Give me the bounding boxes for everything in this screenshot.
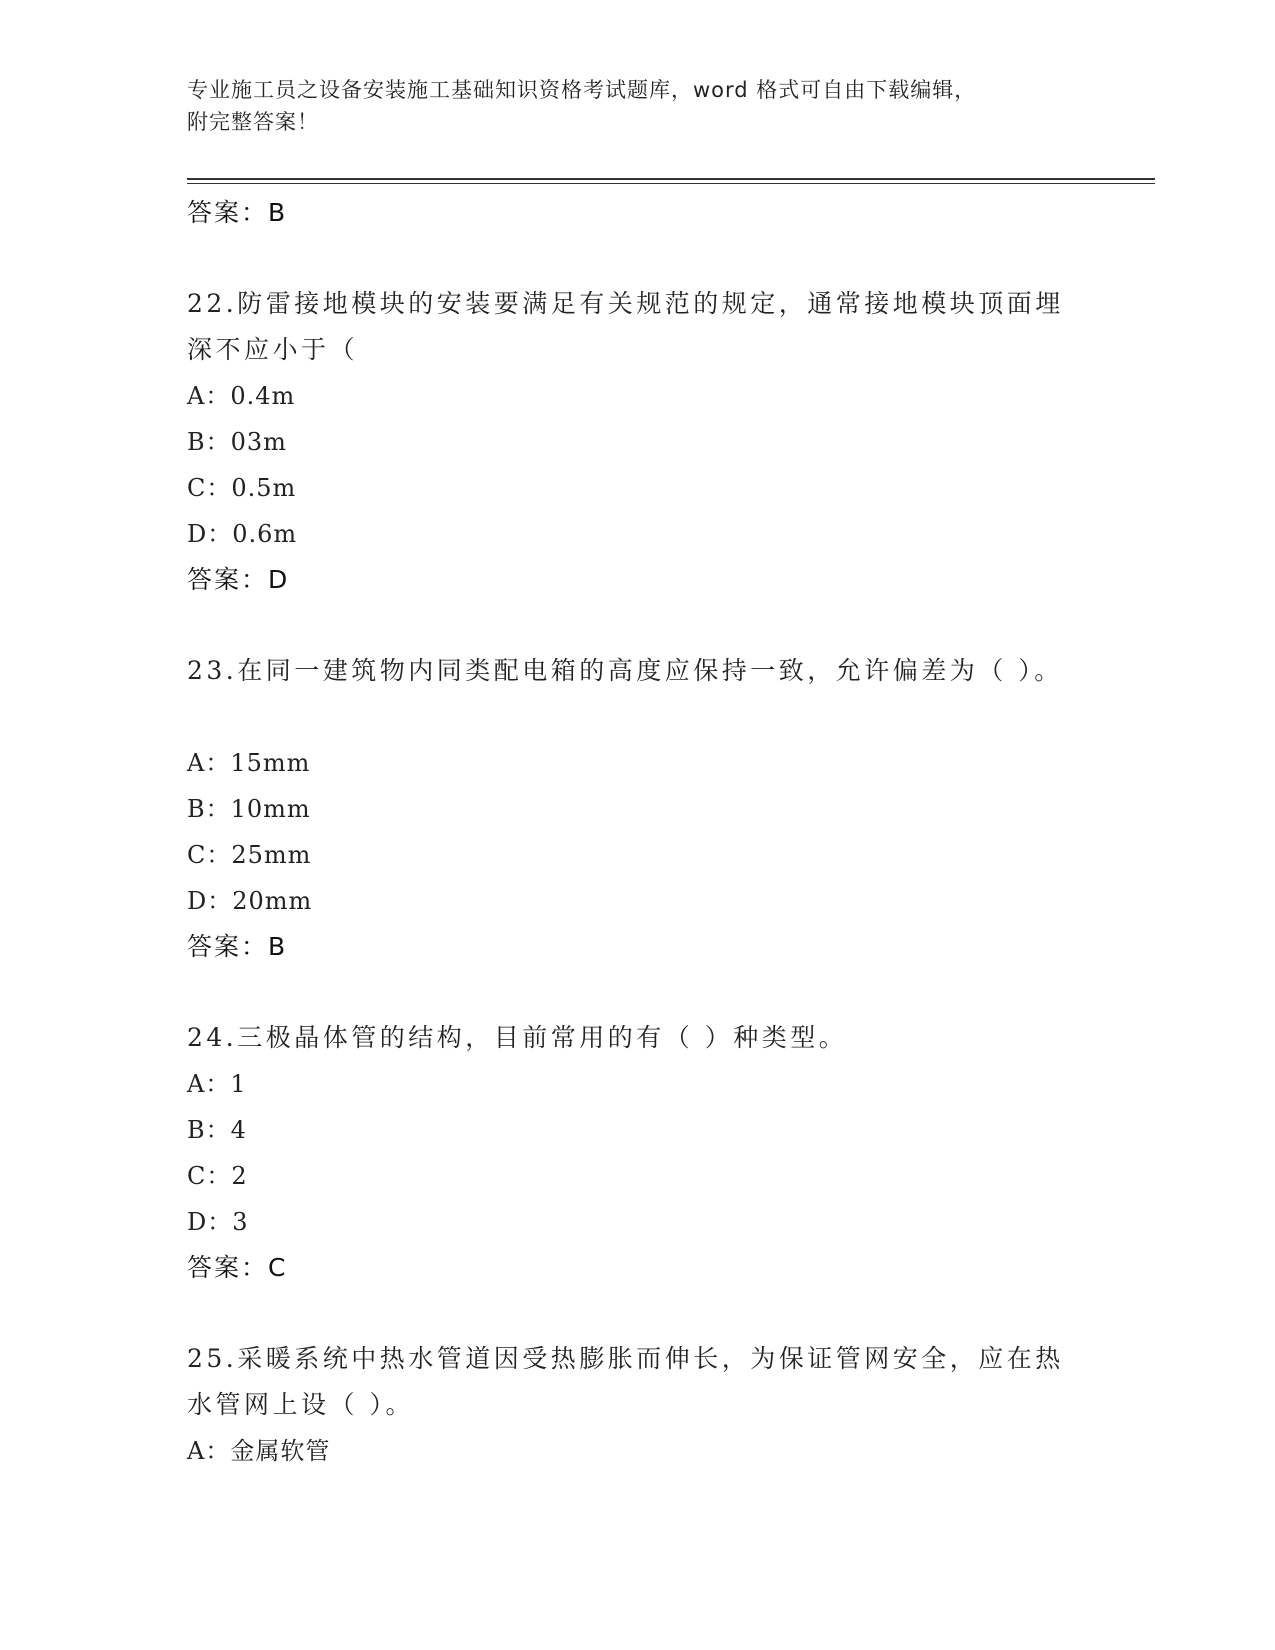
option-d: D：3: [187, 1208, 249, 1236]
option-c: C：0.5m: [187, 474, 297, 502]
option-b: B：10mm: [187, 795, 311, 823]
answer-line: 答案：B: [187, 932, 288, 961]
question-block: [187, 281, 1087, 603]
option-c: C：2: [187, 1162, 248, 1190]
question-block: [187, 1336, 1087, 1474]
question-block: [187, 648, 1087, 970]
option-a: A：金属软管: [187, 1437, 331, 1465]
header-line-2: 附完整答案！: [187, 110, 319, 134]
question-text: 25.采暖系统中热水管道因受热膨胀而伸长，为保证管网安全，应在热水管网上设（ ）。: [187, 1344, 1064, 1419]
answer-line: 答案：C: [187, 1253, 288, 1282]
answer-line: 答案：B: [187, 198, 288, 227]
question-block: [187, 1015, 1087, 1291]
answer-line: 答案：D: [187, 565, 290, 594]
option-a: A：0.4m: [187, 382, 296, 410]
option-a: A：15mm: [187, 749, 311, 777]
header-divider-thin: [187, 183, 1155, 184]
question-text: 24.三极晶体管的结构，目前常用的有（ ）种类型。: [187, 1023, 848, 1052]
option-b: B：4: [187, 1116, 247, 1144]
document-header: [187, 74, 1087, 138]
option-d: D：20mm: [187, 887, 313, 915]
question-text: 22.防雷接地模块的安装要满足有关规范的规定，通常接地模块顶面埋深不应小于（: [187, 289, 1064, 364]
option-c: C：25mm: [187, 841, 312, 869]
header-divider-thick: [187, 178, 1155, 180]
header-line-1: 专业施工员之设备安装施工基础知识资格考试题库，word 格式可自由下载编辑，: [187, 78, 977, 102]
option-b: B：03m: [187, 428, 287, 456]
question-list: [187, 190, 1087, 1474]
option-d: D：0.6m: [187, 520, 298, 548]
option-a: A：1: [187, 1070, 247, 1098]
question-text: 23.在同一建筑物内同类配电箱的高度应保持一致，允许偏差为（ ）。: [187, 656, 1063, 685]
